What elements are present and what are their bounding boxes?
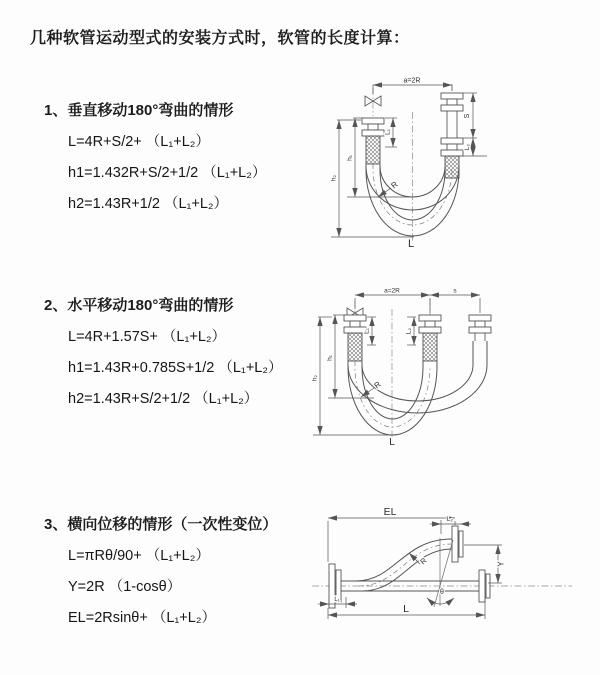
formula-line: Y=2R （1-cosθ） <box>68 579 182 595</box>
section-heading: 3、横向位移的情形（一次性变位） <box>44 516 278 533</box>
braided-section <box>445 156 459 178</box>
dimension-s <box>430 288 480 296</box>
dim-label-length: L <box>407 238 415 250</box>
displaced-hose-curve <box>356 539 452 591</box>
dim-label-l2: L₂ <box>405 327 413 335</box>
left-pipe-fitting <box>344 315 366 361</box>
right-flange <box>479 570 490 602</box>
formula-line: h1=1.432R+S/2+1/2 （L₁+L₂） <box>68 165 267 181</box>
centerlines <box>373 84 452 242</box>
section-vertical-movement <box>44 101 266 220</box>
dimension-l2 <box>406 317 417 345</box>
radius-callout <box>409 553 429 566</box>
dim-label-theta: θ <box>440 589 444 596</box>
dim-label-h1: h₁ <box>326 355 334 361</box>
left-pipe-fitting <box>362 118 384 164</box>
dimension-l1 <box>318 597 357 608</box>
formula-line: h2=1.43R+S/2+1/2 （L₁+L₂） <box>68 391 259 407</box>
dim-label-h2: h₂ <box>330 174 338 182</box>
section-horizontal-movement <box>44 296 282 415</box>
dim-label-h1: h₁ <box>346 155 354 161</box>
upper-flange <box>452 526 463 562</box>
dimension-l2 <box>430 516 471 534</box>
middle-pipe-fitting <box>419 315 441 361</box>
dim-label-l1: L₁ <box>334 597 340 603</box>
dimension-l <box>328 602 485 619</box>
dim-label-length: L <box>403 603 409 615</box>
formula-line: L=4R+1.57S+ （L₁+L₂） <box>68 329 227 345</box>
diagram-horizontal-movement-180-bend <box>302 283 600 463</box>
section-heading: 1、垂直移动180°弯曲的情形 <box>44 102 234 119</box>
dim-label-y: Y <box>496 561 506 567</box>
dim-label-l1: L₁ <box>363 328 371 334</box>
dim-label-l1: L₁ <box>384 129 392 135</box>
formula-list <box>44 322 282 415</box>
formula-line: h1=1.43R+0.785S+1/2 （L₁+L₂） <box>68 360 283 376</box>
dimension-l1 <box>385 118 398 147</box>
dim-label-s: s <box>453 287 457 295</box>
formula-line: L=4R+S/2+ （L₁+L₂） <box>68 134 210 150</box>
dim-label-l2: L₂ <box>464 143 471 151</box>
section-heading: 2、水平移动180°弯曲的情形 <box>44 297 234 314</box>
dim-label-l2: L₂ <box>446 516 454 523</box>
dimension-l2 <box>463 138 487 156</box>
diagram-lateral-displacement <box>300 500 600 655</box>
dim-label-length: L <box>389 437 395 448</box>
formula-list <box>44 541 277 634</box>
formula-line: L=πRθ/90+ （L₁+L₂） <box>68 548 210 564</box>
dimension-el <box>328 506 455 562</box>
page-title: 几种软管运动型式的安装方式时，软管的长度计算： <box>30 30 410 47</box>
dim-label-el: EL <box>383 506 397 518</box>
dim-label-a2r: a=2R <box>403 77 421 85</box>
formula-line: h2=1.43R+1/2 （L₁+L₂） <box>68 196 229 212</box>
dimension-a2r <box>355 288 480 314</box>
dimension-s <box>463 93 477 138</box>
formula-line: EL=2Rsinθ+ （L₁+L₂） <box>68 610 216 626</box>
dim-label-r: R <box>418 555 429 567</box>
braided-section <box>348 333 362 361</box>
dimension-a2r <box>373 78 452 95</box>
dim-label-s: S <box>464 113 471 119</box>
diagram-vertical-movement-180-bend <box>315 66 585 256</box>
angle-theta <box>427 538 454 607</box>
dim-label-r: R <box>389 179 400 191</box>
braided-section <box>366 136 380 164</box>
dim-label-a2r: a=2R <box>384 287 400 295</box>
right-pipe-fitting <box>469 315 491 341</box>
dim-label-r: R <box>372 379 383 391</box>
right-pipe-fitting <box>441 93 463 178</box>
formula-list <box>44 127 266 220</box>
dim-label-h2: h₂ <box>311 374 319 382</box>
section-lateral-displacement <box>44 515 277 634</box>
braided-section <box>423 333 437 361</box>
hose-curves <box>348 341 487 435</box>
